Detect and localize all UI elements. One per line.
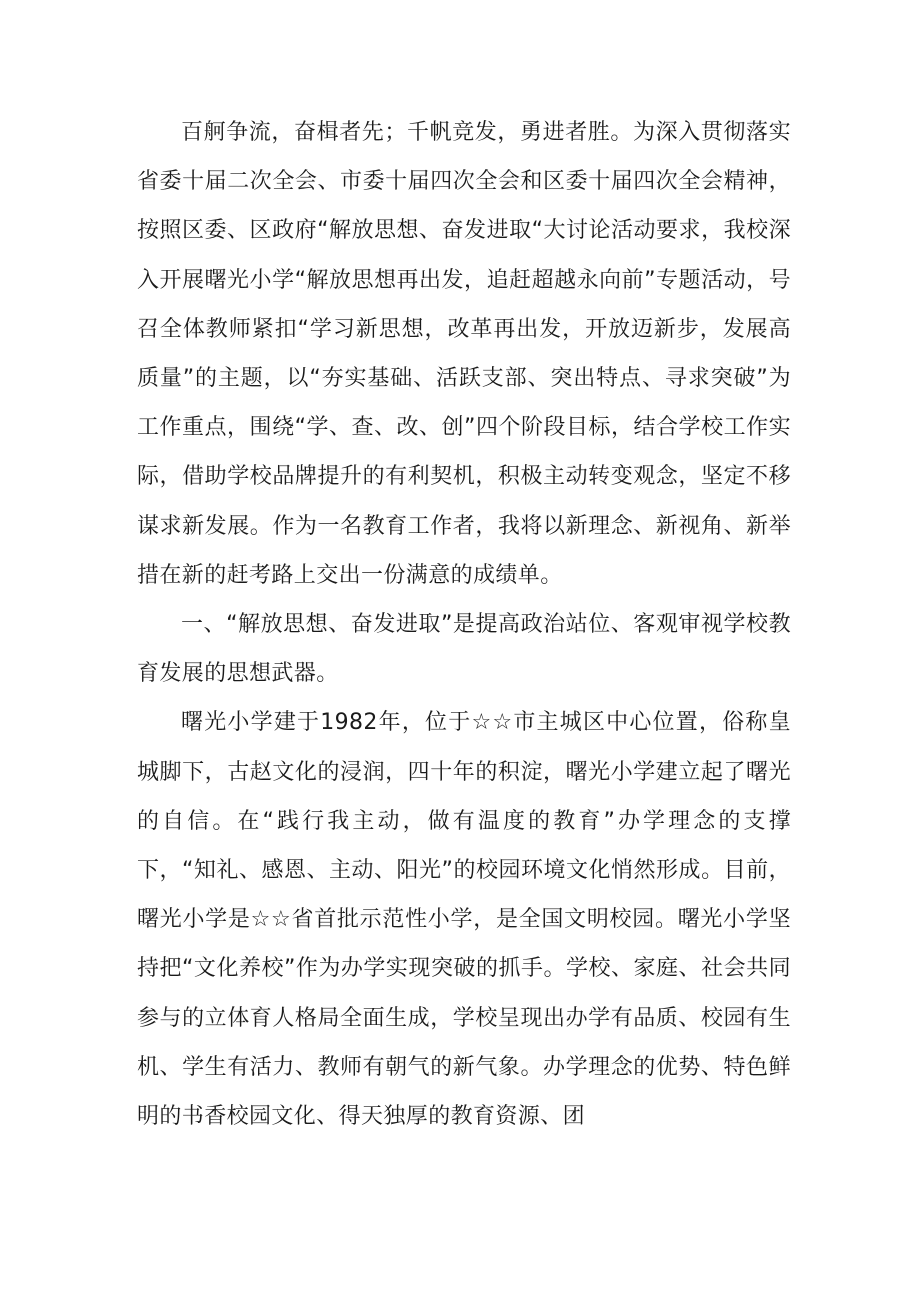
section-heading-1: 一、“解放思想、奋发进取”是提高政治站位、客观审视学校教育发展的思想武器。 (137, 612, 791, 687)
paragraph-school-history: 曙光小学建于1982年，位于☆☆市主城区中心位置，俗称皇城脚下，古赵文化的浸润，四十年的积淀，曙光小学建立起了曙光的自信。在“践行我主动，做有温度的教育”办学理念的支撑下，“知礼、感恩、主动、阳光”的校园环境文化悄然形成。目前，曙光小学是☆☆省首批示范性小学，是全国文明校园。曙光小学坚持把“文化养校”作为办学实现突破的抓手。学校、家庭、社会共同参与的立体育人格局全面生成，学校呈现出办学有品质、校园有生机、学生有活力、教师有朝气的新气象。办学理念的优势、特色鲜明的书香校园文化、得天独厚的教育资源、团 (137, 710, 791, 1130)
document-body (137, 108, 791, 1141)
paragraph-intro: 百舸争流，奋楫者先；千帆竞发，勇进者胜。为深入贯彻落实省委十届二次全会、市委十届四次全会和区委十届四次全会精神，按照区委、区政府“解放思想、奋发进取“大讨论活动要求，我校深入开展曙光小学“解放思想再出发，追赶超越永向前”专题活动，号召全体教师紧扣“学习新思想，改革再出发，开放迈新步，发展高质量”的主题，以“夯实基础、活跃支部、突出特点、寻求突破”为工作重点，围绕“学、查、改、创”四个阶段目标，结合学校工作实际，借助学校品牌提升的有利契机，积极主动转变观念，坚定不移谋求新发展。作为一名教育工作者，我将以新理念、新视角、新举措在新的赶考路上交出一份满意的成绩单。 (137, 120, 791, 588)
